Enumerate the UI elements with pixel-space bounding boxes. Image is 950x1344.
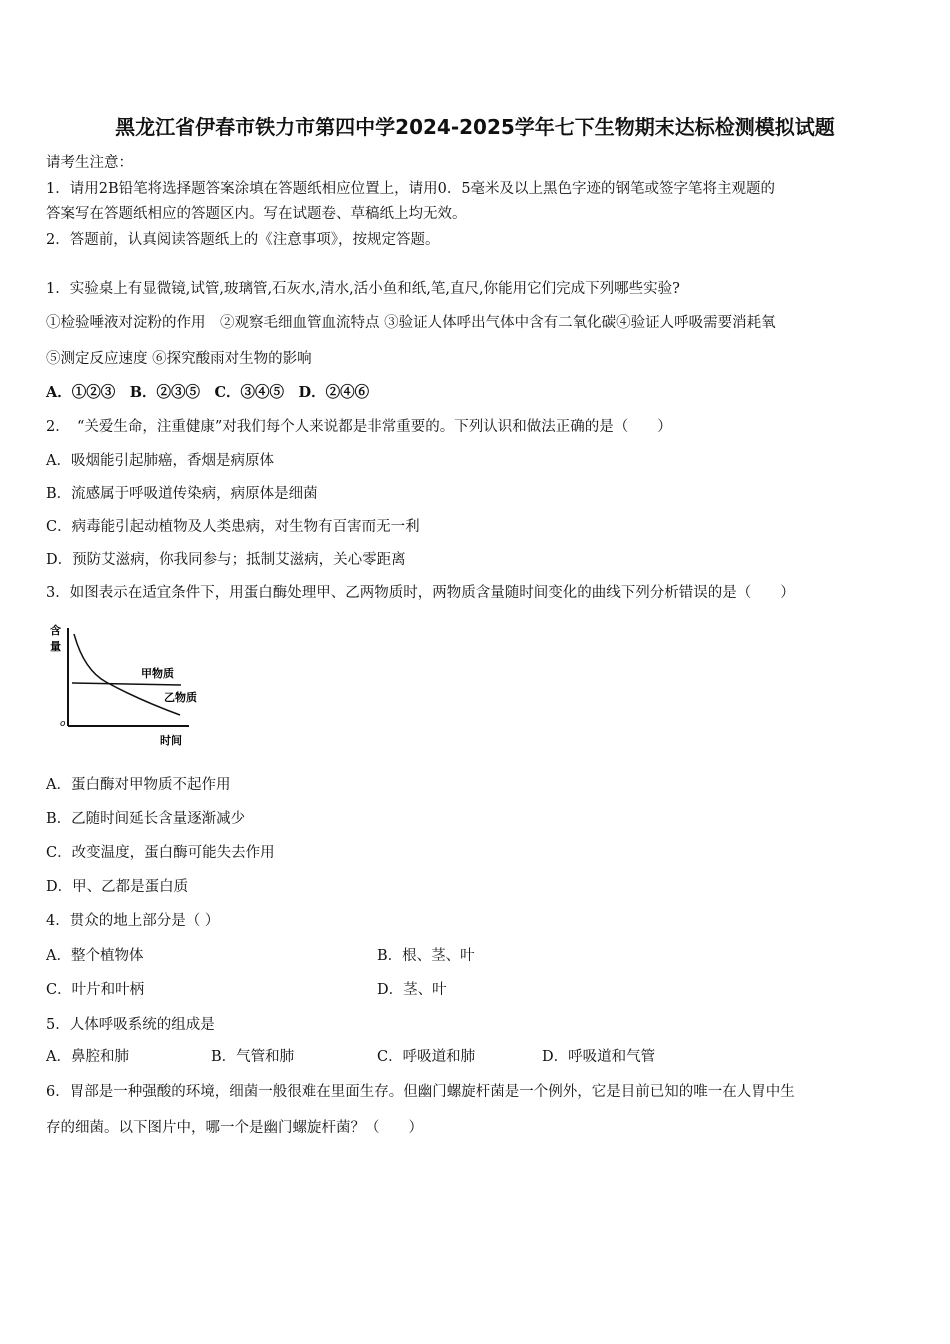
graph-xlabel: 时间 (160, 734, 182, 747)
q4-option-d: D．茎、叶 (377, 982, 447, 998)
q3-graph (44, 620, 224, 750)
q5-option-b: B．气管和肺 (211, 1049, 295, 1065)
graph-label-a: 甲物质 (141, 667, 174, 680)
page-title: 黑龙江省伊春市铁力市第四中学2024-2025学年七下生物期末达标检测模拟试题 (115, 115, 835, 139)
q1-items-line1: ①检验唾液对淀粉的作用 ②观察毛细血管血流特点 ③验证人体呼出气体中含有二氧化碳④验证人呼吸需要消耗氧 (46, 315, 776, 331)
graph-label-b: 乙物质 (164, 691, 197, 704)
graph-origin: o (60, 719, 66, 729)
q1-items-line2: ⑤测定反应速度 ⑥探究酸雨对生物的影响 (46, 351, 312, 367)
notice-heading: 请考生注意： (46, 155, 133, 171)
q5-option-a: A．鼻腔和肺 (46, 1049, 129, 1065)
q4-option-a: A．整个植物体 (46, 948, 144, 964)
graph-ylabel-bottom: 量 (50, 640, 61, 653)
q4-option-c: C．叶片和叶柄 (46, 982, 145, 998)
q2-option-b: B．流感属于呼吸道传染病，病原体是细菌 (46, 486, 318, 502)
q5-option-c: C．呼吸道和肺 (377, 1049, 476, 1065)
q4-option-b: B．根、茎、叶 (377, 948, 475, 964)
q1-choices: A．①②③ B．②③⑤ C．③④⑤ D．②④⑥ (46, 384, 370, 401)
q3-stem: 3．如图表示在适宜条件下，用蛋白酶处理甲、乙两物质时，两物质含量随时间变化的曲线下列分析错误的是（ ） (46, 585, 795, 601)
graph-ylabel-top: 含 (50, 624, 61, 637)
q3-option-d: D．甲、乙都是蛋白质 (46, 879, 189, 895)
q3-option-b: B．乙随时间延长含量逐渐减少 (46, 811, 246, 827)
q2-option-a: A．吸烟能引起肺癌，香烟是病原体 (46, 453, 274, 469)
q1-stem: 1．实验桌上有显微镜,试管,玻璃管,石灰水,清水,活小鱼和纸,笔,直尺,你能用它们完成下列哪些实验? (46, 281, 680, 297)
q3-option-c: C．改变温度，蛋白酶可能失去作用 (46, 845, 275, 861)
q2-stem: 2． “关爱生命，注重健康”对我们每个人来说都是非常重要的。下列认识和做法正确的是（ ） (46, 419, 672, 435)
notice-item-1a: 1．请用2B铅笔将选择题答案涂填在答题纸相应位置上，请用0．5毫米及以上黑色字迹的钢笔或签字笔将主观题的 (46, 181, 776, 197)
notice-item-1b: 答案写在答题纸相应的答题区内。写在试题卷、草稿纸上均无效。 (46, 206, 467, 222)
q2-option-c: C．病毒能引起动植物及人类患病，对生物有百害而无一利 (46, 519, 420, 535)
q5-option-d: D．呼吸道和气管 (542, 1049, 656, 1065)
q3-option-a: A．蛋白酶对甲物质不起作用 (46, 777, 231, 793)
notice-item-2: 2．答题前，认真阅读答题纸上的《注意事项》，按规定答题。 (46, 232, 440, 248)
q2-option-d: D．预防艾滋病，你我同参与；抵制艾滋病，关心零距离 (46, 552, 406, 568)
q6-stem-line1: 6．胃部是一种强酸的环境，细菌一般很难在里面生存。但幽门螺旋杆菌是一个例外，它是目前已知的唯一在人胃中生 (46, 1084, 795, 1100)
graph-curve-a (72, 683, 181, 685)
q4-stem: 4．贯众的地上部分是（ ） (46, 913, 220, 929)
q6-stem-line2: 存的细菌。以下图片中，哪一个是幽门螺旋杆菌？（ ） (46, 1120, 423, 1136)
q5-stem: 5．人体呼吸系统的组成是 (46, 1017, 215, 1033)
